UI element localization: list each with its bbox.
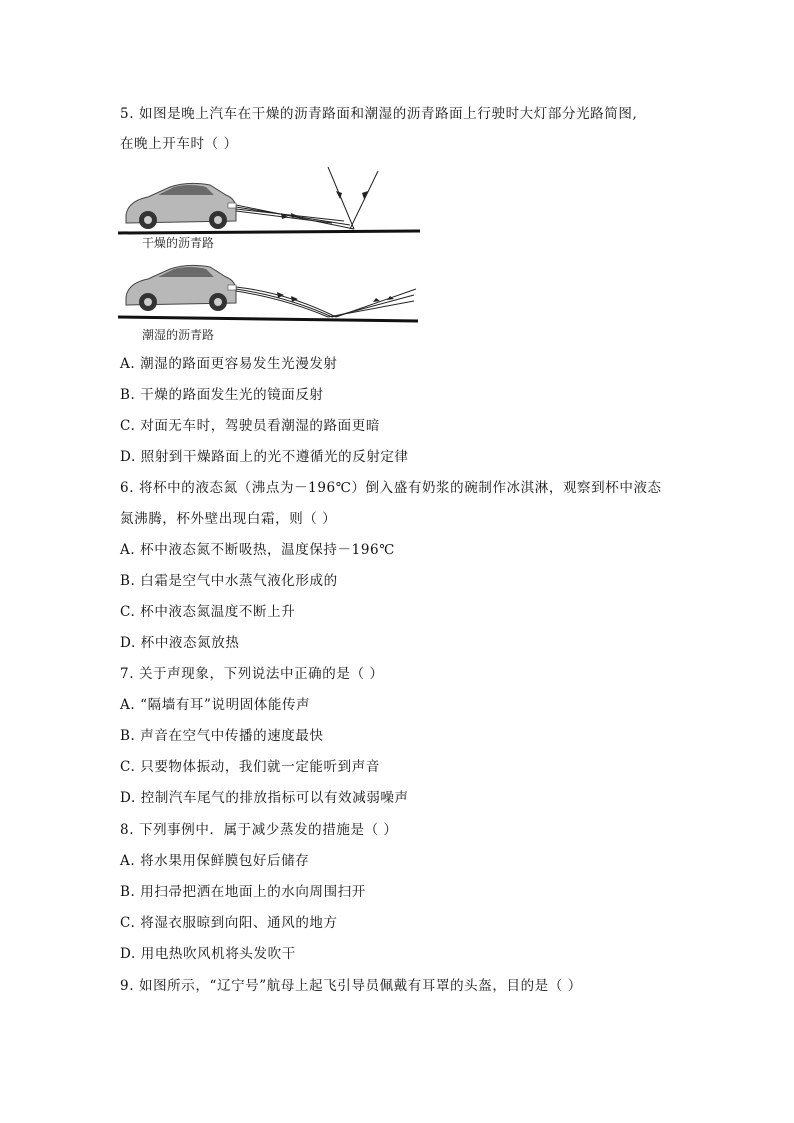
q5-option-b: B. 干燥的路面发生光的镜面反射 [120,387,324,403]
caption-dry: 干燥的沥青路 [142,236,215,250]
car-dry-icon [126,183,236,229]
q5-option-d: D. 照射到干燥路面上的光不遵循光的反射定律 [120,449,409,465]
q5-stem-line2: 在晚上开车时（ ） [120,136,238,152]
q6-stem-line1: 6. 将杯中的液态氮（沸点为－196℃）倒入盛有奶浆的碗制作冰淇淋，观察到杯中液态 [120,480,662,496]
q7-option-b: B. 声音在空气中传播的速度最快 [120,728,324,744]
q8-stem: 8. 下列事例中．属于减少蒸发的措施是（ ） [120,822,398,838]
light-path-diagram [118,165,430,340]
q5-figure [118,165,430,340]
q7-option-a: A. “隔墙有耳”说明固体能传声 [120,697,311,713]
q8-option-d: D. 用电热吹风机将头发吹干 [120,946,296,962]
dry-road-panel [118,167,420,250]
q6-option-c: C. 杯中液态氮温度不断上升 [120,604,296,620]
q7-option-d: D. 控制汽车尾气的排放指标可以有效减弱噪声 [120,790,409,806]
q8-option-b: B. 用扫帚把洒在地面上的水向周围扫开 [120,884,366,900]
q9-stem: 9. 如图所示，“辽宁号”航母上起飞引导员佩戴有耳罩的头盔，目的是（ ） [120,978,582,994]
q6-option-b: B. 白霜是空气中水蒸气液化形成的 [120,573,338,589]
car-wet-icon [126,265,236,311]
q6-stem-line2: 氮沸腾，杯外壁出现白霜，则（ ） [120,511,337,527]
wet-road-panel [118,265,418,340]
q8-option-a: A. 将水果用保鲜膜包好后储存 [120,853,310,869]
q8-option-c: C. 将湿衣服晾到向阳、通风的地方 [120,915,338,931]
q6-option-a: A. 杯中液态氮不断吸热，温度保持－196℃ [120,542,395,558]
q5-option-a: A. 潮湿的路面更容易发生光漫发射 [120,356,338,372]
q5-option-c: C. 对面无车时，驾驶员看潮湿的路面更暗 [120,418,380,434]
q7-option-c: C. 只要物体振动，我们就一定能听到声音 [120,759,380,775]
q6-option-d: D. 杯中液态氮放热 [120,635,240,651]
q5-stem-line1: 5. 如图是晚上汽车在干燥的沥青路面和潮湿的沥青路面上行驶时大灯部分光路简图, [120,106,638,122]
q7-stem: 7. 关于声现象，下列说法中正确的是（ ） [120,666,384,682]
caption-wet: 潮湿的沥青路 [142,328,215,340]
